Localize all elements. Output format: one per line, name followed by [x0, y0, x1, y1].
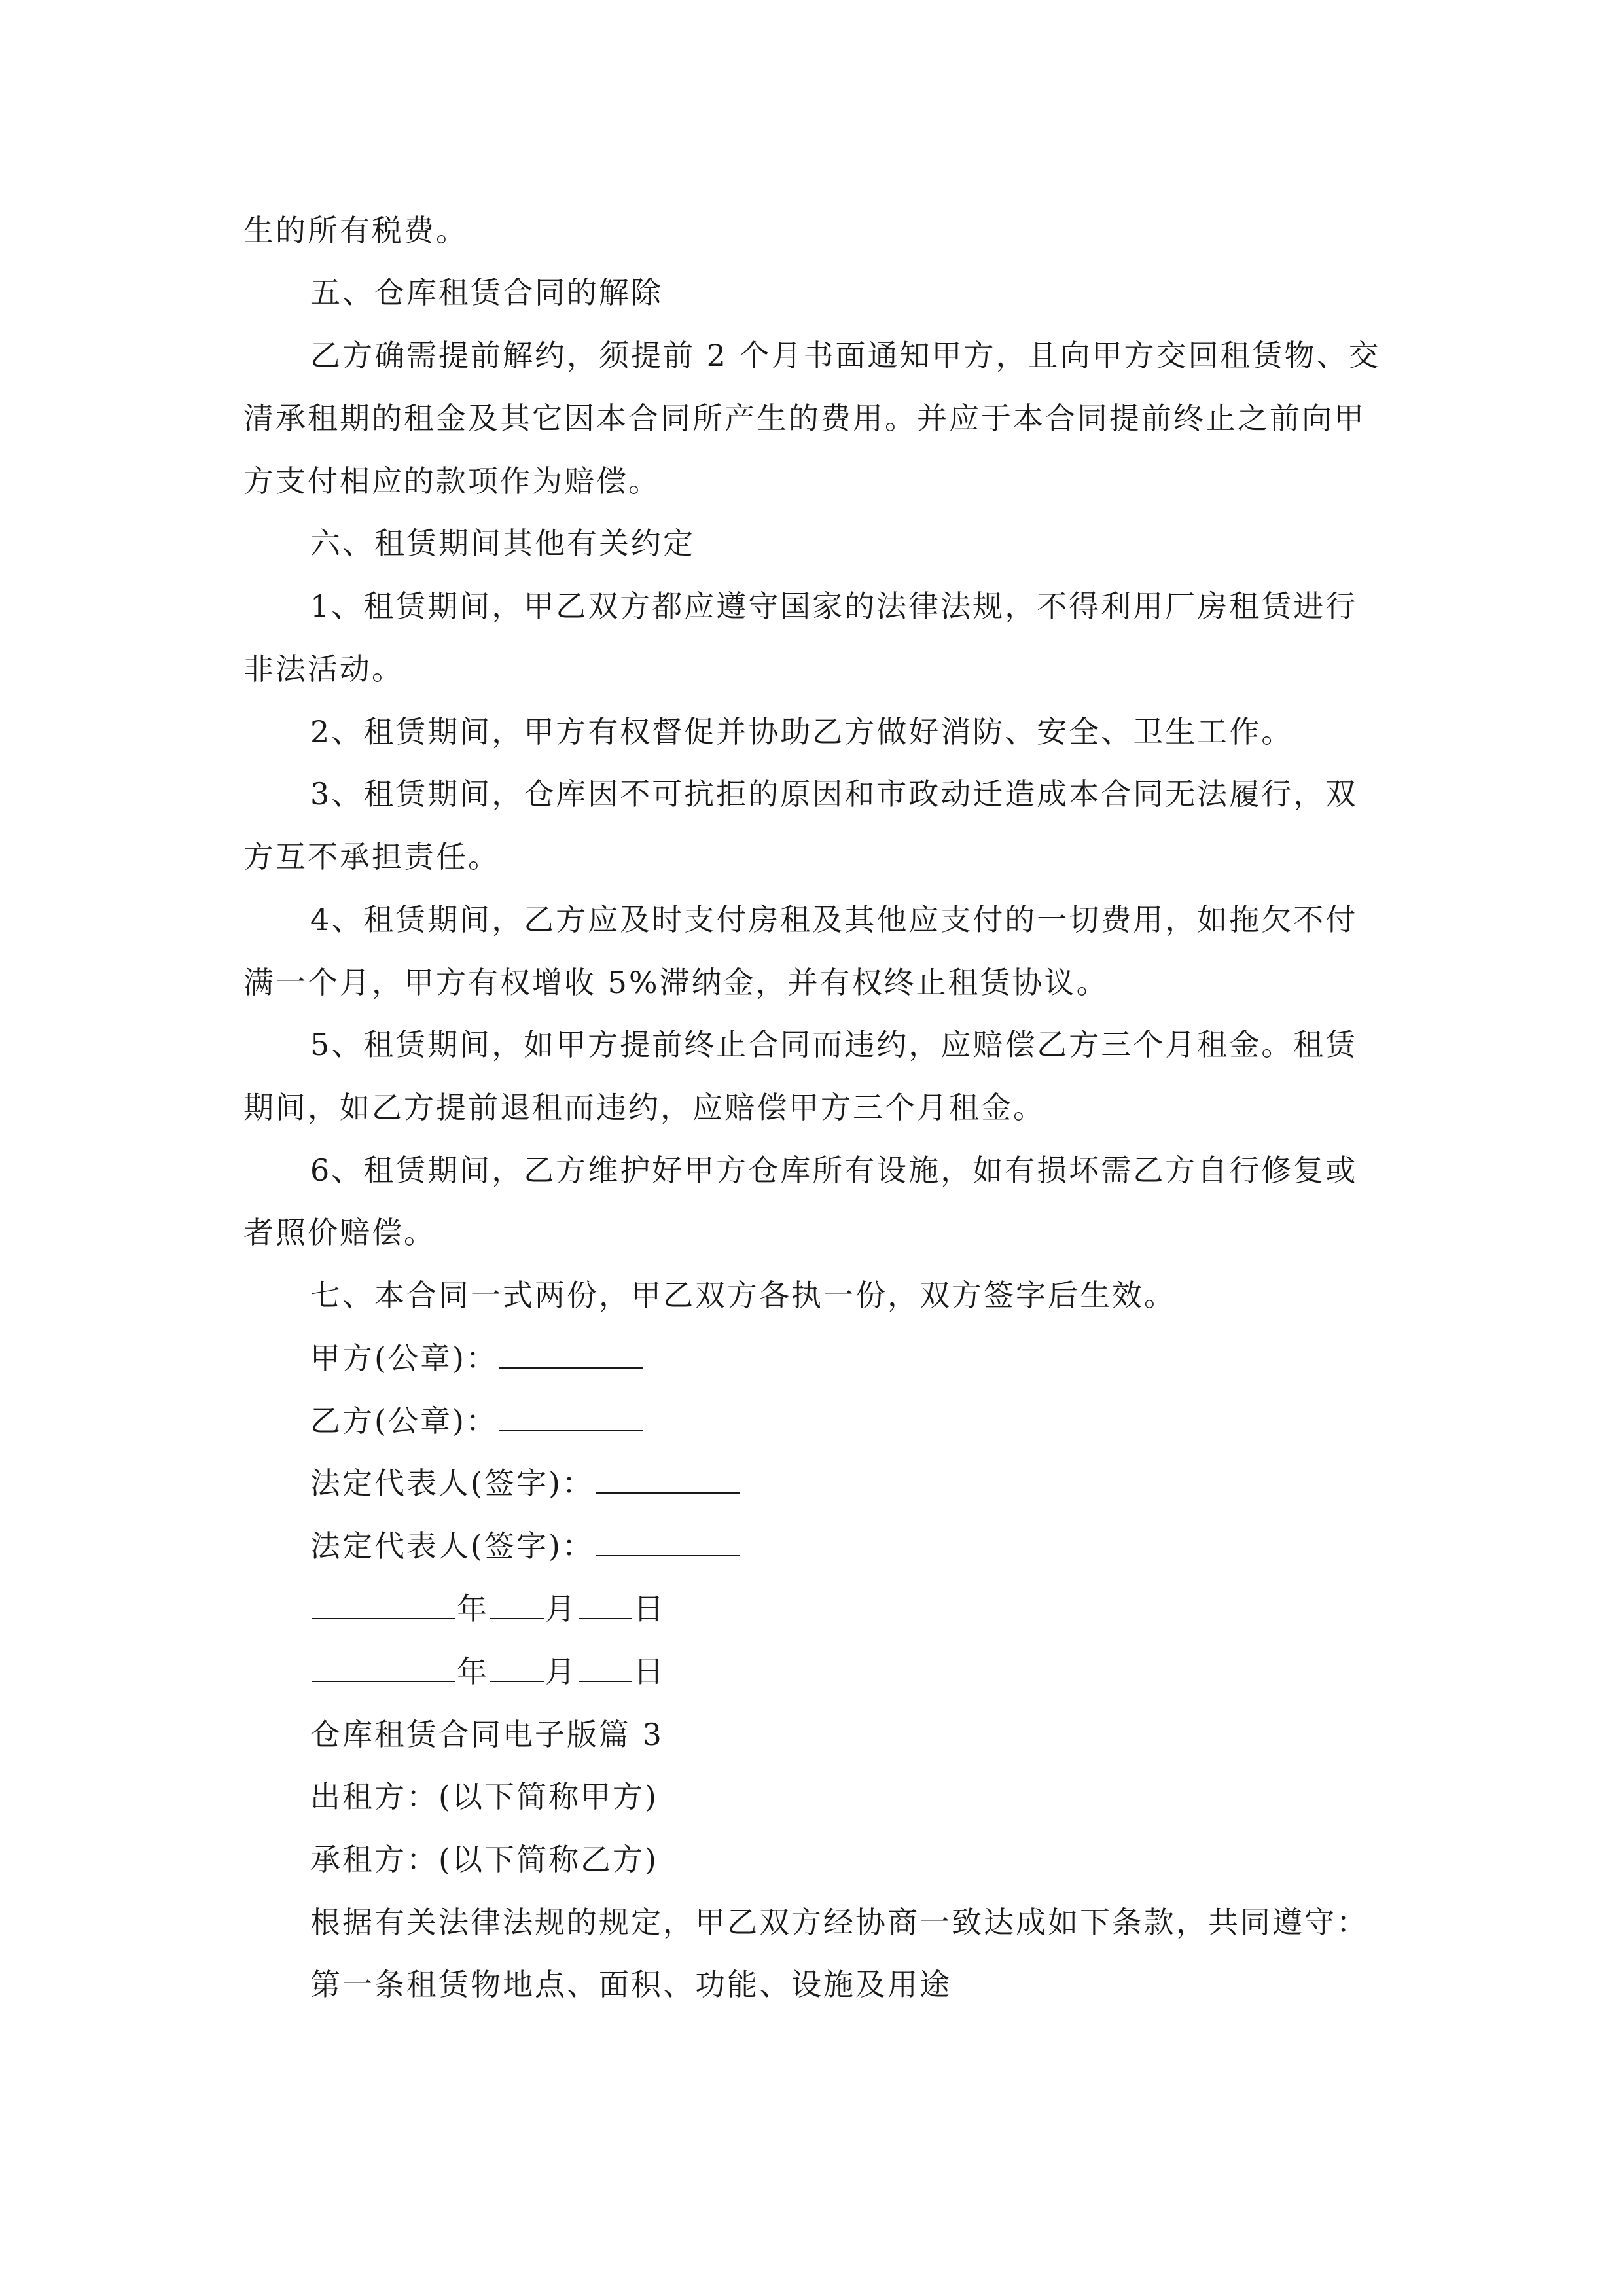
party-a-seal-label: 甲方(公章)：: [310, 1340, 498, 1376]
day-blank: [579, 1589, 632, 1619]
paragraph-line: 方支付相应的款项作为赔偿。: [243, 463, 660, 499]
date-line-a: [310, 1589, 666, 1628]
month-blank: [490, 1589, 544, 1619]
paragraph-line: 非法活动。: [243, 651, 404, 687]
month-blank: [490, 1652, 544, 1682]
rep-b-signature-line: [310, 1526, 741, 1566]
lessor-line: 出租方：(以下简称甲方): [310, 1779, 658, 1814]
party-b-seal-blank: [499, 1401, 643, 1431]
lessee-line: 承租方：(以下简称乙方): [310, 1842, 658, 1877]
rep-b-signature-blank: [596, 1526, 740, 1556]
paragraph-line: 七、本合同一式两份，甲乙双方各执一份，双方签字后生效。: [310, 1278, 1176, 1313]
day-label: 日: [633, 1591, 666, 1626]
month-label: 月: [545, 1654, 577, 1689]
year-blank: [312, 1589, 455, 1619]
paragraph-line: 5、租赁期间，如甲方提前终止合同而违约，应赔偿乙方三个月租金。租赁: [310, 1027, 1358, 1062]
paragraph-line: 期间，如乙方提前退租而违约，应赔偿甲方三个月租金。: [243, 1090, 1045, 1125]
day-label: 日: [633, 1654, 666, 1689]
month-label: 月: [545, 1591, 577, 1626]
rep-a-signature-line: [310, 1463, 741, 1503]
paragraph-line: 4、租赁期间，乙方应及时支付房租及其他应支付的一切费用，如拖欠不付: [310, 902, 1358, 937]
paragraph-line: 生的所有税费。: [243, 213, 468, 248]
paragraph-line: 方互不承担责任。: [243, 839, 500, 874]
paragraph-line: 者照价赔偿。: [243, 1215, 436, 1250]
paragraph-line: 满一个月，甲方有权增收 5%滞纳金，并有权终止租赁协议。: [243, 965, 1109, 1000]
section-heading: 五、仓库租赁合同的解除: [310, 275, 663, 310]
year-label: 年: [457, 1591, 489, 1626]
paragraph-line: 1、租赁期间，甲乙双方都应遵守国家的法律法规，不得利用厂房租赁进行: [310, 588, 1358, 624]
date-line-b: [310, 1652, 666, 1691]
rep-b-signature-label: 法定代表人(签字)：: [310, 1528, 594, 1564]
year-blank: [312, 1652, 455, 1682]
paragraph-line: 2、租赁期间，甲方有权督促并协助乙方做好消防、安全、卫生工作。: [310, 714, 1294, 749]
rep-a-signature-blank: [596, 1463, 740, 1494]
paragraph-line: 3、租赁期间，仓库因不可抗拒的原因和市政动迁造成本合同无法履行，双: [310, 776, 1358, 812]
party-a-seal-blank: [499, 1338, 643, 1369]
section-heading: 六、租赁期间其他有关约定: [310, 526, 695, 561]
section-title: 仓库租赁合同电子版篇 3: [310, 1717, 664, 1752]
paragraph-line: 乙方确需提前解约，须提前 2 个月书面通知甲方，且向甲方交回租赁物、交: [310, 338, 1381, 373]
article-heading: 第一条租赁物地点、面积、功能、设施及用途: [310, 1967, 952, 2002]
party-b-seal-line: [310, 1401, 645, 1441]
day-blank: [579, 1652, 632, 1682]
party-b-seal-label: 乙方(公章)：: [310, 1403, 498, 1439]
party-a-seal-line: [310, 1338, 645, 1378]
paragraph-line: 6、租赁期间，乙方维护好甲方仓库所有设施，如有损坏需乙方自行修复或: [310, 1153, 1358, 1188]
rep-a-signature-label: 法定代表人(签字)：: [310, 1465, 594, 1501]
preamble-line: 根据有关法律法规的规定，甲乙双方经协商一致达成如下条款，共同遵守：: [310, 1905, 1368, 1940]
year-label: 年: [457, 1654, 489, 1689]
paragraph-line: 清承租期的租金及其它因本合同所产生的费用。并应于本合同提前终止之前向甲: [243, 401, 1366, 436]
